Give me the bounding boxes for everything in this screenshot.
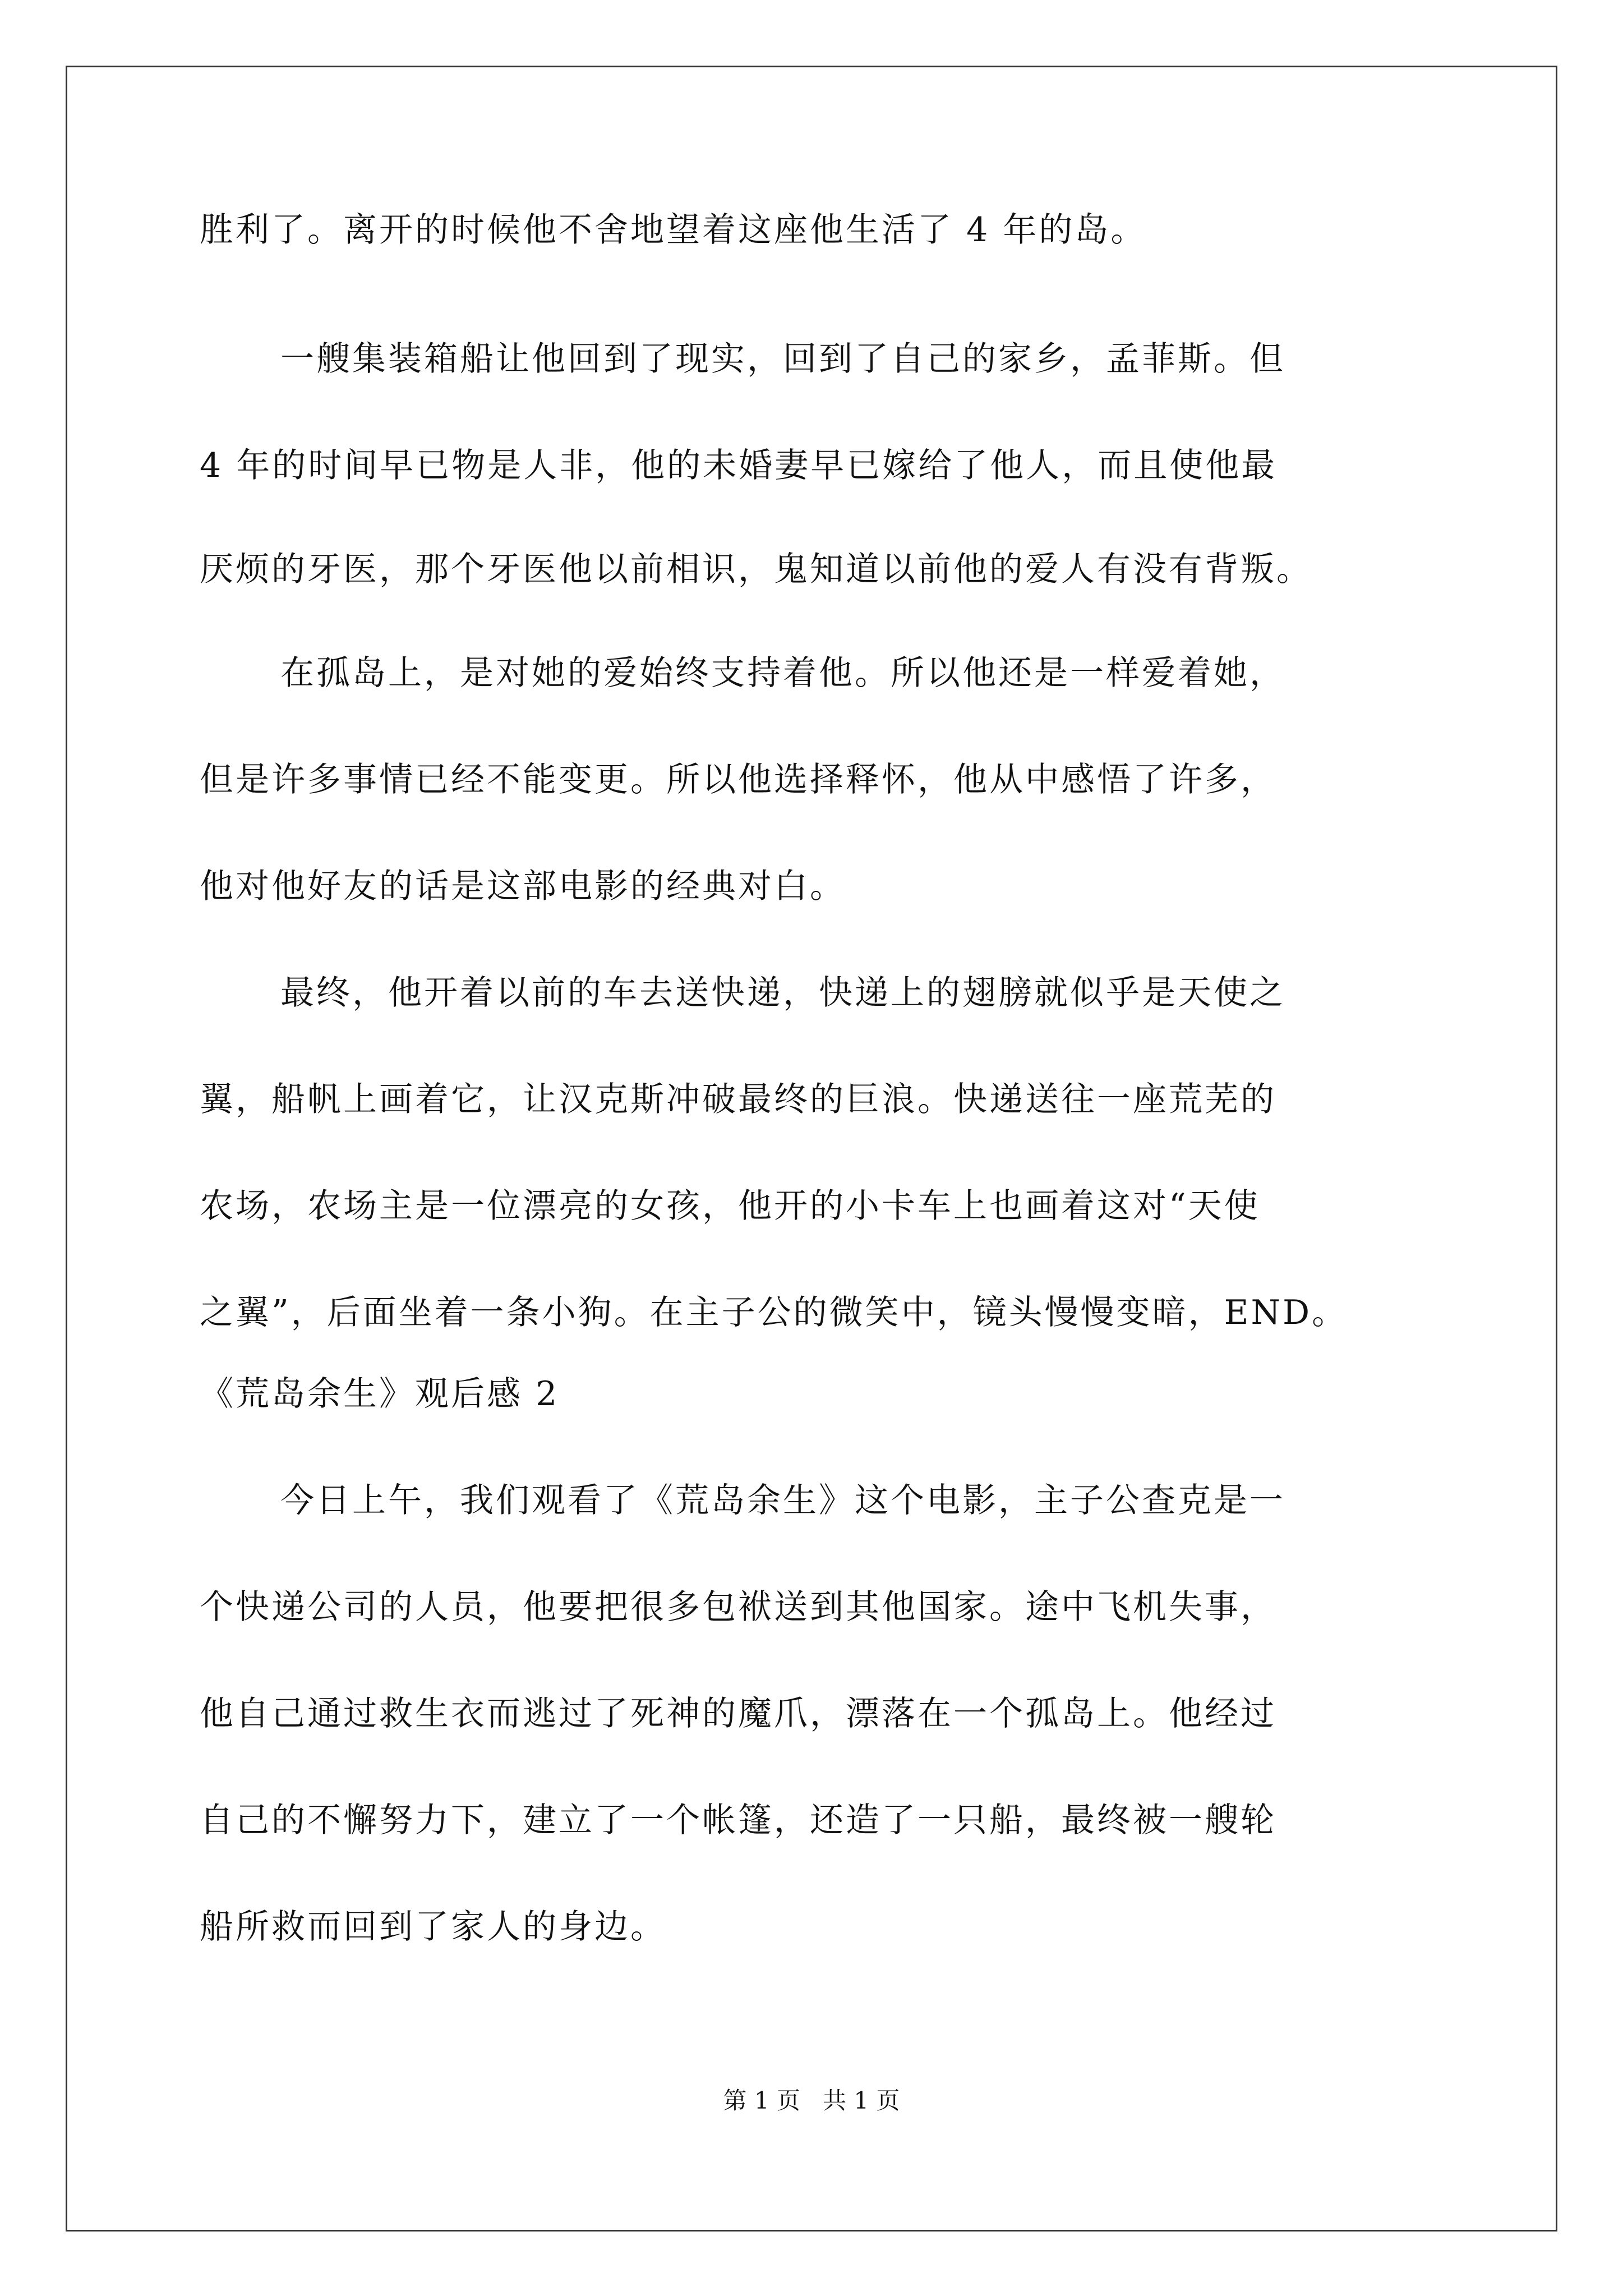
text-line: 今日上午，我们观看了《荒岛余生》这个电影，主子公查克是一 <box>280 1481 1285 1520</box>
text-line: 他自己通过救生衣而逃过了死神的魔爪，漂落在一个孤岛上。他经过 <box>200 1694 1276 1733</box>
text-line: 一艘集装箱船让他回到了现实，回到了自己的家乡，孟菲斯。但 <box>280 339 1285 379</box>
text-line: 但是许多事情已经不能变更。所以他选择释怀，他从中感悟了许多， <box>200 760 1276 799</box>
text-line: 4 年的时间早已物是人非，他的未婚妻早已嫁给了他人，而且使他最 <box>200 446 1278 485</box>
text-line: 他对他好友的话是这部电影的经典对白。 <box>200 867 846 906</box>
text-line: 自己的不懈努力下，建立了一个帐篷，还造了一只船，最终被一艘轮 <box>200 1801 1276 1840</box>
text-line: 农场，农场主是一位漂亮的女孩，他开的小卡车上也画着这对“天使 <box>200 1186 1260 1226</box>
text-line: 胜利了。离开的时候他不舍地望着这座他生活了 4 年的岛。 <box>200 210 1147 250</box>
text-line: 船所救而回到了家人的身边。 <box>200 1907 666 1947</box>
text-line: 在孤岛上，是对她的爱始终支持着他。所以他还是一样爱着她， <box>280 654 1285 693</box>
text-line: 翼，船帆上画着它，让汉克斯冲破最终的巨浪。快递送往一座荒芜的 <box>200 1080 1276 1119</box>
text-line: 最终，他开着以前的车去送快递，快递上的翅膀就似乎是天使之 <box>280 973 1285 1013</box>
text-line: 之翼”，后面坐着一条小狗。在主子公的微笑中，镜头慢慢变暗，END。 <box>200 1293 1348 1332</box>
section-heading: 《荒岛余生》观后感 2 <box>200 1374 560 1414</box>
text-line: 厌烦的牙医，那个牙医他以前相识，鬼知道以前他的爱人有没有背叛。 <box>200 550 1312 589</box>
page-footer: 第 1 页 共 1 页 <box>723 2087 900 2114</box>
text-line: 个快递公司的人员，他要把很多包袱送到其他国家。途中飞机失事， <box>200 1588 1276 1627</box>
